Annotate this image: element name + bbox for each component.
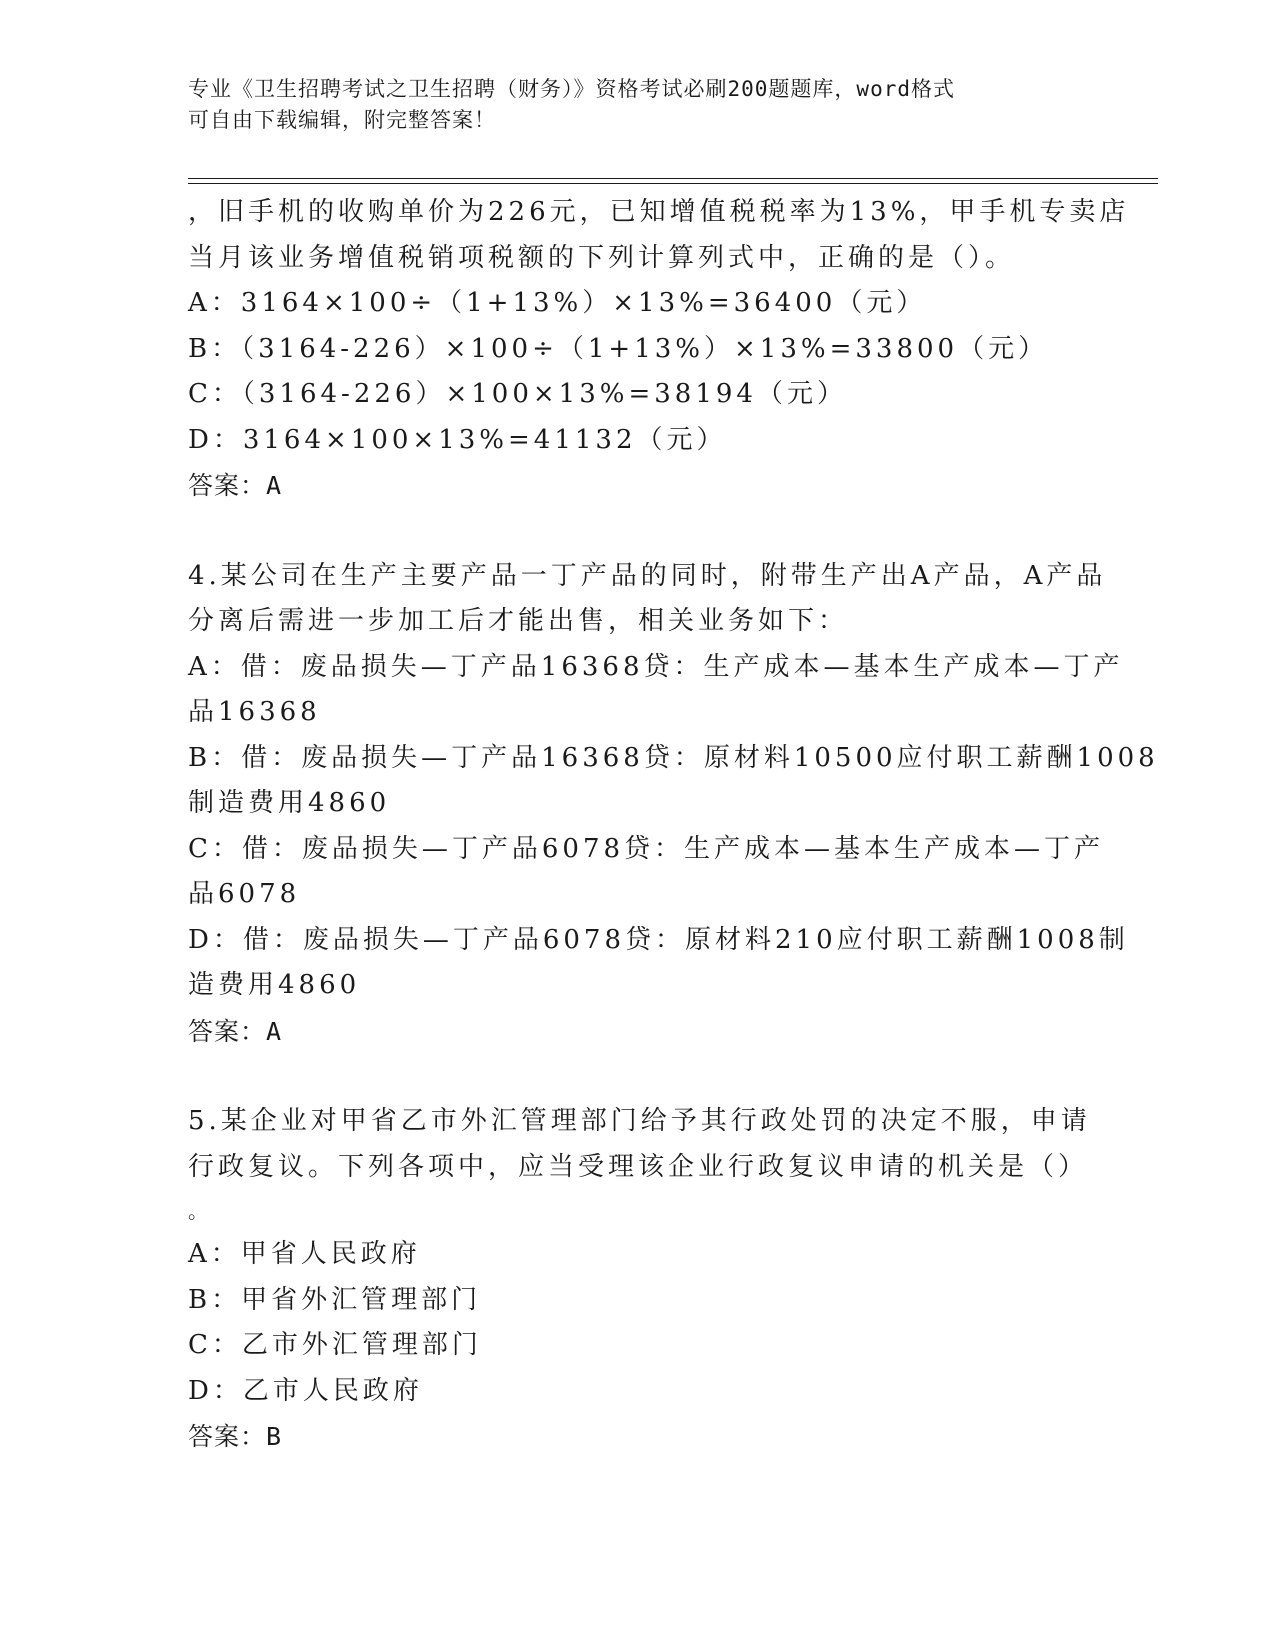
header-title-line-1: 专业《卫生招聘考试之卫生招聘（财务）》资格考试必刷200题题库，word格式 — [188, 77, 955, 101]
option-a: A：甲省人民政府 — [188, 1239, 421, 1269]
option-d-continued: 造费用4860 — [188, 970, 361, 1000]
option-a: A：3164×100÷（1+13%）×13%=36400（元） — [188, 288, 927, 318]
answer-label: 答案：B — [188, 1422, 283, 1451]
question-stem-line: 5.某企业对甲省乙市外汇管理部门给予其行政处罚的决定不服，申请 — [188, 1106, 1091, 1136]
header-divider-top — [188, 178, 1158, 179]
option-b: B：借：废品损失—丁产品16368贷：原材料10500应付职工薪酬1008 — [188, 742, 1159, 773]
option-c: C：（3164-226）×100×13%=38194（元） — [188, 379, 847, 409]
option-a: A：借：废品损失—丁产品16368贷：生产成本—基本生产成本—丁产 — [188, 651, 1124, 682]
document-body — [188, 190, 1159, 1460]
question-stem-line: 4.某公司在生产主要产品一丁产品的同时，附带生产出A产品，A产品 — [188, 560, 1107, 591]
header-divider-bottom — [188, 183, 1158, 184]
option-c-continued: 品6078 — [188, 879, 301, 909]
option-d: D：3164×100×13%=41132（元） — [188, 424, 727, 455]
option-b-continued: 制造费用4860 — [188, 788, 391, 818]
spacer — [188, 509, 1088, 554]
question-stem-line: 当月该业务增值税销项税额的下列计算列式中，正确的是（）。 — [188, 242, 1016, 273]
question-stem-line: 。 — [188, 1199, 212, 1223]
answer-label: 答案：A — [188, 471, 283, 500]
header-title-line-2: 可自由下载编辑，附完整答案！ — [188, 108, 496, 132]
question-5 — [188, 1099, 1091, 1460]
option-d: D：乙市人民政府 — [188, 1375, 423, 1406]
spacer — [188, 1054, 1088, 1099]
option-b: B：（3164-226）×100÷（1+13%）×13%=33800（元） — [188, 333, 1049, 364]
question-stem-line: 分离后需进一步加工后才能出售，相关业务如下： — [188, 606, 849, 636]
question-stem-line: ，旧手机的收购单价为226元，已知增值税税率为13%，甲手机专卖店 — [188, 197, 1130, 227]
option-c: C：借：废品损失—丁产品6078贷：生产成本—基本生产成本—丁产 — [188, 833, 1105, 864]
question-3 — [188, 190, 1130, 509]
question-stem-line: 行政复议。下列各项中，应当受理该企业行政复议申请的机关是（） — [188, 1151, 1089, 1182]
answer-label: 答案：A — [188, 1016, 283, 1046]
option-b: B：甲省外汇管理部门 — [188, 1284, 482, 1315]
option-d: D：借：废品损失—丁产品6078贷：原材料210应付职工薪酬1008制 — [188, 924, 1129, 955]
question-4 — [188, 554, 1159, 1055]
option-c: C：乙市外汇管理部门 — [188, 1330, 482, 1360]
option-a-continued: 品16368 — [188, 697, 321, 727]
document-header — [188, 74, 1068, 136]
